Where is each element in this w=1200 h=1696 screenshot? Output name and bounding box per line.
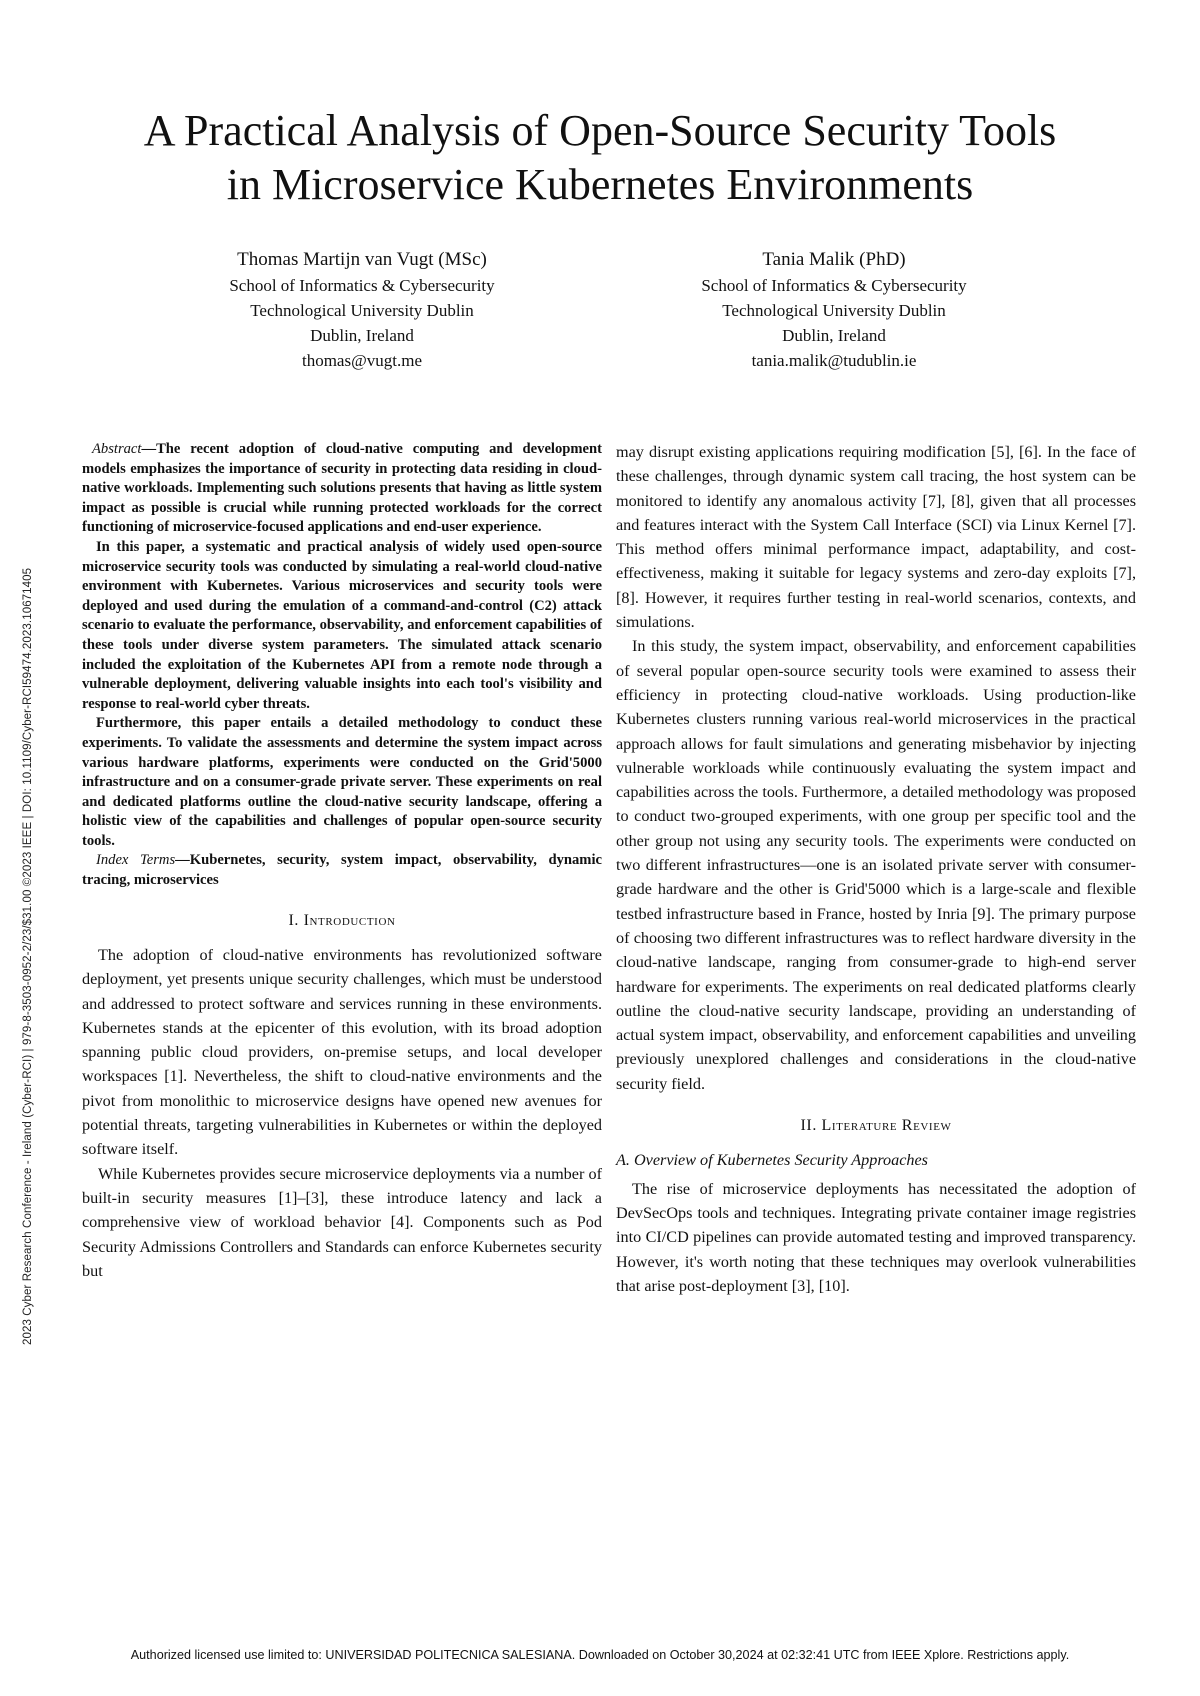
paper-title: [60, 104, 1140, 212]
author-location: Dublin, Ireland: [782, 326, 886, 345]
author-email: thomas@vugt.me: [301, 351, 422, 370]
introduction-body: [82, 943, 602, 1283]
author-email: tania.malik@tudublin.ie: [751, 351, 917, 370]
author-name: Thomas Martijn van Vugt (MSc): [237, 249, 487, 270]
index-terms: Index Terms—Kubernetes, security, system impact, observability, dynamic tracing, microservices: [82, 852, 602, 889]
literature-body: [616, 1177, 1136, 1298]
right-column: [616, 440, 1136, 1298]
author-university: Technological University Dublin: [722, 301, 946, 320]
introduction-body-continued: [616, 440, 1136, 1096]
author-university: Technological University Dublin: [250, 301, 474, 320]
section-heading-introduction: I. Introduction: [288, 911, 396, 929]
title-line-2: in Microservice Kubernetes Environments: [226, 160, 974, 209]
license-footer: Authorized licensed use limited to: UNIVERSIDAD POLITECNICA SALESIANA. Downloaded on October 30,2024 at 02:32:41 UTC from IEEE Xplore. Restrictions apply.: [130, 1648, 1070, 1662]
author-block-1: [152, 247, 572, 373]
abstract-paragraph-1: Abstract—The recent adoption of cloud-native computing and development models emphasizes the importance of security in protecting data residing in cloud-native workloads. Implementing such solutions presents that having as little system impact as possible is crucial while running protected workloads for the correct functioning of microservice-focused applications and end-user experience.: [82, 441, 602, 536]
author-block-2: [624, 247, 1044, 373]
body-paragraph: The adoption of cloud-native environments has revolutionized software deployment, yet presents unique security challenges, which must be understood and addressed to protect software and services running in these environments. Kubernetes stands at the epicenter of this evolution, with its broad adoption spanning public cloud providers, on-premise setups, and local developer workspaces [1]. Nevertheless, the shift to cloud-native environments and the pivot from monolithic to microservice designs have opened new avenues for potential threats, targeting vulnerabilities in Kubernetes or within the deployed software itself.: [82, 945, 602, 1159]
body-paragraph: The rise of microservice deployments has necessitated the adoption of DevSecOps tools and techniques. Integrating private container image registries into CI/CD pipelines can provide automated testing and improved transparency. However, it's worth noting that these techniques may overlook vulnerabilities that arise post-deployment [3], [10].: [616, 1179, 1136, 1295]
section-heading-literature-review: II. Literature Review: [800, 1117, 952, 1135]
abstract-paragraph-3: Furthermore, this paper entails a detailed methodology to conduct these experiments. To validate the assessments and determine the system impact across various hardware platforms, experiments were conducted on the Grid'5000 infrastructure and on a consumer-grade private server. These experiments on real and dedicated platforms outline the cloud-native security landscape, offering a holistic view of the capabilities and challenges of popular open-source security tools.: [82, 715, 602, 849]
title-line-1: A Practical Analysis of Open-Source Security Tools: [143, 106, 1057, 155]
abstract: [82, 440, 602, 891]
body-paragraph: may disrupt existing applications requiring modification [5], [6]. In the face of these challenges, through dynamic system call tracing, the host system can be monitored to identify any anomalous activity [7], [8], given that all processes and features interact with the System Call Interface (SCI) via Linux Kernel [7]. This method offers minimal performance impact, adaptability, and cost-effectiveness, making it suitable for legacy systems and zero-day exploits [7], [8]. However, it requires further testing in real-world scenarios, contexts, and simulations.: [616, 443, 1136, 632]
abstract-paragraph-2: In this paper, a systematic and practical analysis of widely used open-source microservice security tools was conducted by simulating a real-world cloud-native environment with Kubernetes. Various microservices and security tools were deployed and used during the emulation of a command-and-control (C2) attack scenario to evaluate the performance, observability, and enforcement capabilities of these tools under diverse system parameters. The simulated attack scenario included the exploitation of the Kubernetes API from a remote node through a vulnerable deployment, delivering valuable insights into each tool's visibility and response to real-world cyber threats.: [82, 538, 602, 712]
index-terms-label: Index Terms: [96, 852, 176, 869]
abstract-label: Abstract: [92, 441, 142, 457]
body-paragraph: While Kubernetes provides secure microservice deployments via a number of built-in security measures [1]–[3], these introduce latency and lack a comprehensive view of workload behavior [4]. Components such as Pod Security Admissions Controllers and Standards can enforce Kubernetes security but: [82, 1164, 602, 1280]
left-column: [82, 440, 602, 1283]
author-school: School of Informatics & Cybersecurity: [701, 276, 967, 295]
side-copyright-note: 2023 Cyber Research Conference - Ireland (Cyber-RCI) | 979-8-3503-0952-2/23/$31.00 ©2023 IEEE | DOI: 10.1109/Cyber-RCI59474.2023.10671405: [22, 567, 34, 1345]
author-school: School of Informatics & Cybersecurity: [229, 276, 495, 295]
subsection-heading: A. Overview of Kubernetes Security Approaches: [616, 1151, 928, 1170]
author-location: Dublin, Ireland: [310, 326, 414, 345]
author-name: Tania Malik (PhD): [762, 249, 906, 270]
body-paragraph: In this study, the system impact, observability, and enforcement capabilities of several popular open-source security tools were examined to assess their efficiency in protecting cloud-native workloads. Using production-like Kubernetes clusters running various real-world microservices in the practical approach allows for fault simulations and generating misbehavior by injecting vulnerable workloads while continuously evaluating the system impact and capabilities across the tools. Furthermore, a detailed methodology was proposed to conduct two-grouped experiments, with one group per specific tool and the other group not using any security tools. The experiments were conducted on two different infrastructures—one is an isolated private server with consumer-grade hardware and the other is Grid'5000 which is a large-scale and flexible testbed infrastructure based in France, hosted by Inria [9]. The primary purpose of choosing two different infrastructures was to reflect hardware diversity in the cloud-native landscape, ranging from consumer-grade to high-end server hardware for experiments. The experiments on real dedicated platforms clearly outline the cloud-native security landscape, providing an understanding of actual system impact, observability, and enforcement capabilities and unveiling previously unexplored challenges and considerations in the cloud-native security field.: [616, 637, 1136, 1093]
